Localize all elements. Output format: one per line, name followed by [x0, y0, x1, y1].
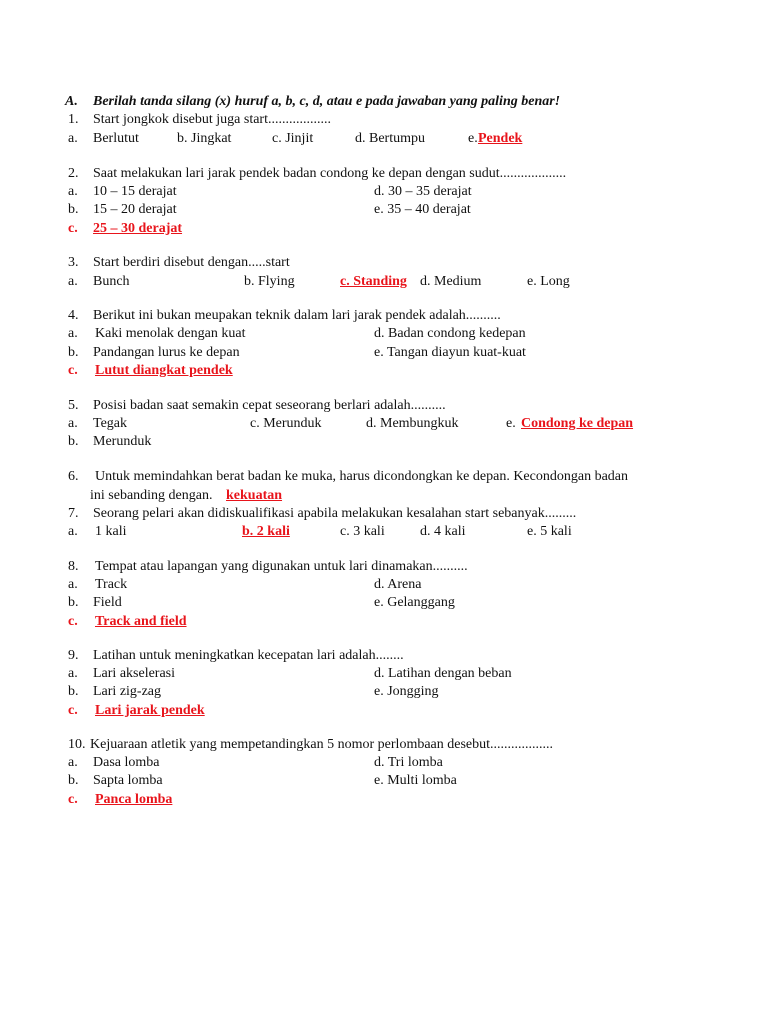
option-e: e. Gelanggang — [374, 595, 455, 610]
option-letter: b. — [68, 434, 79, 449]
option-e: e. Tangan diayun kuat-kuat — [374, 345, 526, 360]
option-letter: c. — [68, 703, 78, 718]
question-text: Tempat atau lapangan yang digunakan untuk lari dinamakan.......... — [95, 559, 468, 574]
answer-key: c. Standing — [340, 274, 407, 289]
question-text: Berikut ini bukan meupakan teknik dalam lari jarak pendek adalah.......... — [93, 308, 501, 323]
option-letter: c. — [68, 614, 78, 629]
option-e: e. 35 – 40 derajat — [374, 202, 471, 217]
question-text: Start berdiri disebut dengan.....start — [93, 255, 290, 270]
question-text: Saat melakukan lari jarak pendek badan condong ke depan dengan sudut................... — [93, 166, 567, 181]
answer-key: Lari jarak pendek — [95, 703, 205, 718]
option-d: d. Bertumpu — [355, 131, 425, 146]
answer-key: Lutut diangkat pendek — [95, 363, 233, 378]
option-d: d. 30 – 35 derajat — [374, 184, 472, 199]
answer-key: Pendek — [478, 131, 523, 146]
option-letter: a. — [68, 755, 78, 770]
question-number: 1. — [68, 112, 79, 127]
section-instruction: Berilah tanda silang (x) huruf a, b, c, d, atau e pada jawaban yang paling benar! — [93, 94, 561, 109]
option-letter: e. — [468, 131, 478, 146]
question-text: Seorang pelari akan didiskualifikasi apabila melakukan kesalahan start sebanyak......... — [93, 506, 577, 521]
option-letter: b. — [68, 202, 79, 217]
question-text: Start jongkok disebut juga start.................. — [93, 112, 331, 127]
option-letter: c. — [68, 792, 78, 807]
option-letter: a. — [68, 131, 78, 146]
option-e: e. Long — [527, 274, 570, 289]
option-a: Track — [95, 577, 128, 592]
option-d: d. Membungkuk — [366, 416, 459, 431]
option-d: d. 4 kali — [420, 524, 466, 539]
option-c: c. Jinjit — [272, 131, 314, 146]
option-b: Sapta lomba — [93, 773, 163, 788]
option-d: d. Tri lomba — [374, 755, 443, 770]
option-a: Bunch — [93, 274, 130, 289]
option-d: d. Arena — [374, 577, 422, 592]
answer-key: b. 2 kali — [242, 524, 290, 539]
option-letter: b. — [68, 773, 79, 788]
option-letter: a. — [68, 416, 78, 431]
option-b: b. Flying — [244, 274, 295, 289]
option-letter: a. — [68, 274, 78, 289]
question-text-continued: ini sebanding dengan. — [90, 488, 213, 503]
option-a: 1 kali — [95, 524, 127, 539]
option-letter: c. — [68, 363, 78, 378]
option-b: b. Jingkat — [177, 131, 232, 146]
option-b: Merunduk — [93, 434, 152, 449]
option-letter: a. — [68, 524, 78, 539]
question-number: 8. — [68, 559, 79, 574]
option-a: Dasa lomba — [93, 755, 160, 770]
option-d: d. Medium — [420, 274, 482, 289]
section-letter: A. — [65, 94, 78, 109]
option-letter: b. — [68, 345, 79, 360]
option-letter: a. — [68, 666, 78, 681]
option-letter: b. — [68, 595, 79, 610]
option-letter: c. — [68, 221, 78, 236]
question-text: Untuk memindahkan berat badan ke muka, harus dicondongkan ke depan. Kecondongan badan — [95, 469, 628, 484]
question-number: 7. — [68, 506, 79, 521]
option-a: Berlutut — [93, 131, 139, 146]
option-b: Pandangan lurus ke depan — [93, 345, 240, 360]
answer-key: Track and field — [95, 614, 187, 629]
option-a: 10 – 15 derajat — [93, 184, 177, 199]
question-number: 5. — [68, 398, 79, 413]
answer-key: Panca lomba — [95, 792, 173, 807]
option-c: c. 3 kali — [340, 524, 385, 539]
option-d: d. Badan condong kedepan — [374, 326, 526, 341]
answer-key: 25 – 30 derajat — [93, 221, 183, 236]
question-text: Posisi badan saat semakin cepat seseorang berlari adalah.......... — [93, 398, 446, 413]
option-b: Field — [93, 595, 122, 610]
answer-key: kekuatan — [226, 488, 283, 503]
option-letter: a. — [68, 577, 78, 592]
option-a: Kaki menolak dengan kuat — [95, 326, 246, 341]
option-c: c. Merunduk — [250, 416, 322, 431]
question-number: 3. — [68, 255, 79, 270]
question-number: 10. — [68, 737, 86, 752]
question-number: 4. — [68, 308, 79, 323]
option-letter: b. — [68, 684, 79, 699]
option-e: e. 5 kali — [527, 524, 572, 539]
option-a: Lari akselerasi — [93, 666, 176, 681]
question-number: 2. — [68, 166, 79, 181]
option-e: e. Jongging — [374, 684, 439, 699]
option-letter: e. — [506, 416, 516, 431]
option-b: 15 – 20 derajat — [93, 202, 177, 217]
question-text: Latihan untuk meningkatkan kecepatan lari adalah........ — [93, 648, 404, 663]
question-number: 9. — [68, 648, 79, 663]
question-number: 6. — [68, 469, 79, 484]
question-text: Kejuaraan atletik yang mempetandingkan 5 nomor perlombaan desebut.................. — [90, 737, 554, 752]
option-b: Lari zig-zag — [93, 684, 162, 699]
option-a: Tegak — [93, 416, 128, 431]
option-letter: a. — [68, 184, 78, 199]
answer-key: Condong ke depan — [521, 416, 634, 431]
option-d: d. Latihan dengan beban — [374, 666, 512, 681]
option-letter: a. — [68, 326, 78, 341]
option-e: e. Multi lomba — [374, 773, 457, 788]
